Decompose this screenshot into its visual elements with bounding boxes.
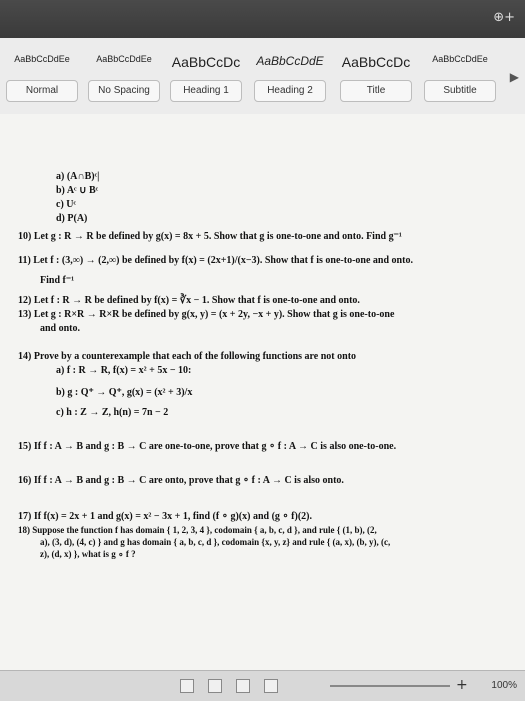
style-subtitle[interactable] [420,50,500,104]
doc-line: d) P(A) [56,213,88,224]
style-no-spacing[interactable] [84,50,164,104]
document-body [18,170,508,560]
doc-line: a) (A∩B)ᶜ| [56,171,100,182]
doc-line: a), (3, d), (4, c) } and g has domain { a, b, c, d }, codomain {x, y, z} and rule { (a, x), (b, y), (c, [40,537,391,547]
doc-line: 13) Let g : R×R → R×R be defined by g(x, y) = (x + 2y, −x + y). Show that g is one-to-one [18,309,395,320]
doc-line: c) Uᶜ [56,199,77,210]
style-label: Normal [6,80,78,102]
doc-line: 16) If f : A → B and g : B → C are onto, prove that g ∘ f : A → C is also onto. [18,475,344,486]
style-heading-2[interactable] [250,50,330,104]
doc-line: z), (d, x) }, what is g ∘ f ? [40,549,136,559]
style-label: Subtitle [424,80,496,102]
view-draft-icon[interactable] [264,679,278,693]
view-outline-icon[interactable] [236,679,250,693]
style-preview: AaBbCcDdEe [432,54,488,64]
doc-line: 12) Let f : R → R be defined by f(x) = ∛x − 1. Show that f is one-to-one and onto. [18,295,360,306]
share-icon[interactable]: ⊕+ [493,10,515,25]
style-label: Heading 1 [170,80,242,102]
style-preview: AaBbCcDdEe [14,54,70,64]
doc-line: 18) Suppose the function f has domain { 1, 2, 3, 4 }, codomain { a, b, c, d }, and rule { (1, b), (2, [18,525,377,535]
status-bar [0,670,525,701]
zoom-level: 100% [491,680,517,691]
doc-line: 15) If f : A → B and g : B → C are one-to-one, prove that g ∘ f : A → C is also one-to-one. [18,441,397,452]
style-label: Heading 2 [254,80,326,102]
view-print-icon[interactable] [180,679,194,693]
style-normal[interactable] [2,50,82,104]
style-preview: AaBbCcDc [171,54,241,70]
view-web-icon[interactable] [208,679,222,693]
styles-ribbon [0,38,525,115]
doc-line: and onto. [40,323,81,334]
doc-line: 10) Let g : R → R be defined by g(x) = 8x + 5. Show that g is one-to-one and onto. Find g⁻¹ [18,231,402,242]
zoom-slider[interactable] [330,685,450,687]
style-preview: AaBbCcDdEe [96,54,152,64]
style-label: Title [340,80,412,102]
style-preview: AaBbCcDdE [256,54,324,68]
window-titlebar [0,0,525,38]
doc-line: b) Aᶜ ∪ Bᶜ [56,185,99,196]
doc-line: b) g : Q⁺ → Q⁺, g(x) = (x² + 3)/x [56,387,193,398]
document-page[interactable] [0,114,525,670]
doc-line: 17) If f(x) = 2x + 1 and g(x) = x² − 3x + 1, find (f ∘ g)(x) and (g ∘ f)(2). [18,511,312,522]
doc-line: Find f⁻¹ [40,275,75,286]
style-title[interactable] [336,50,416,104]
doc-line: a) f : R → R, f(x) = x² + 5x − 10: [56,365,192,376]
zoom-in-icon[interactable]: + [456,677,468,693]
style-heading-1[interactable] [166,50,246,104]
doc-line: c) h : Z → Z, h(n) = 7n − 2 [56,407,169,418]
styles-more-arrow-icon[interactable]: ▶ [509,70,519,84]
style-label: No Spacing [88,80,160,102]
doc-line: 11) Let f : (3,∞) → (2,∞) be defined by f(x) = (2x+1)/(x−3). Show that f is one-to-one and onto. [18,255,413,266]
doc-line: 14) Prove by a counterexample that each of the following functions are not onto [18,351,357,362]
style-preview: AaBbCcDc [341,54,411,70]
